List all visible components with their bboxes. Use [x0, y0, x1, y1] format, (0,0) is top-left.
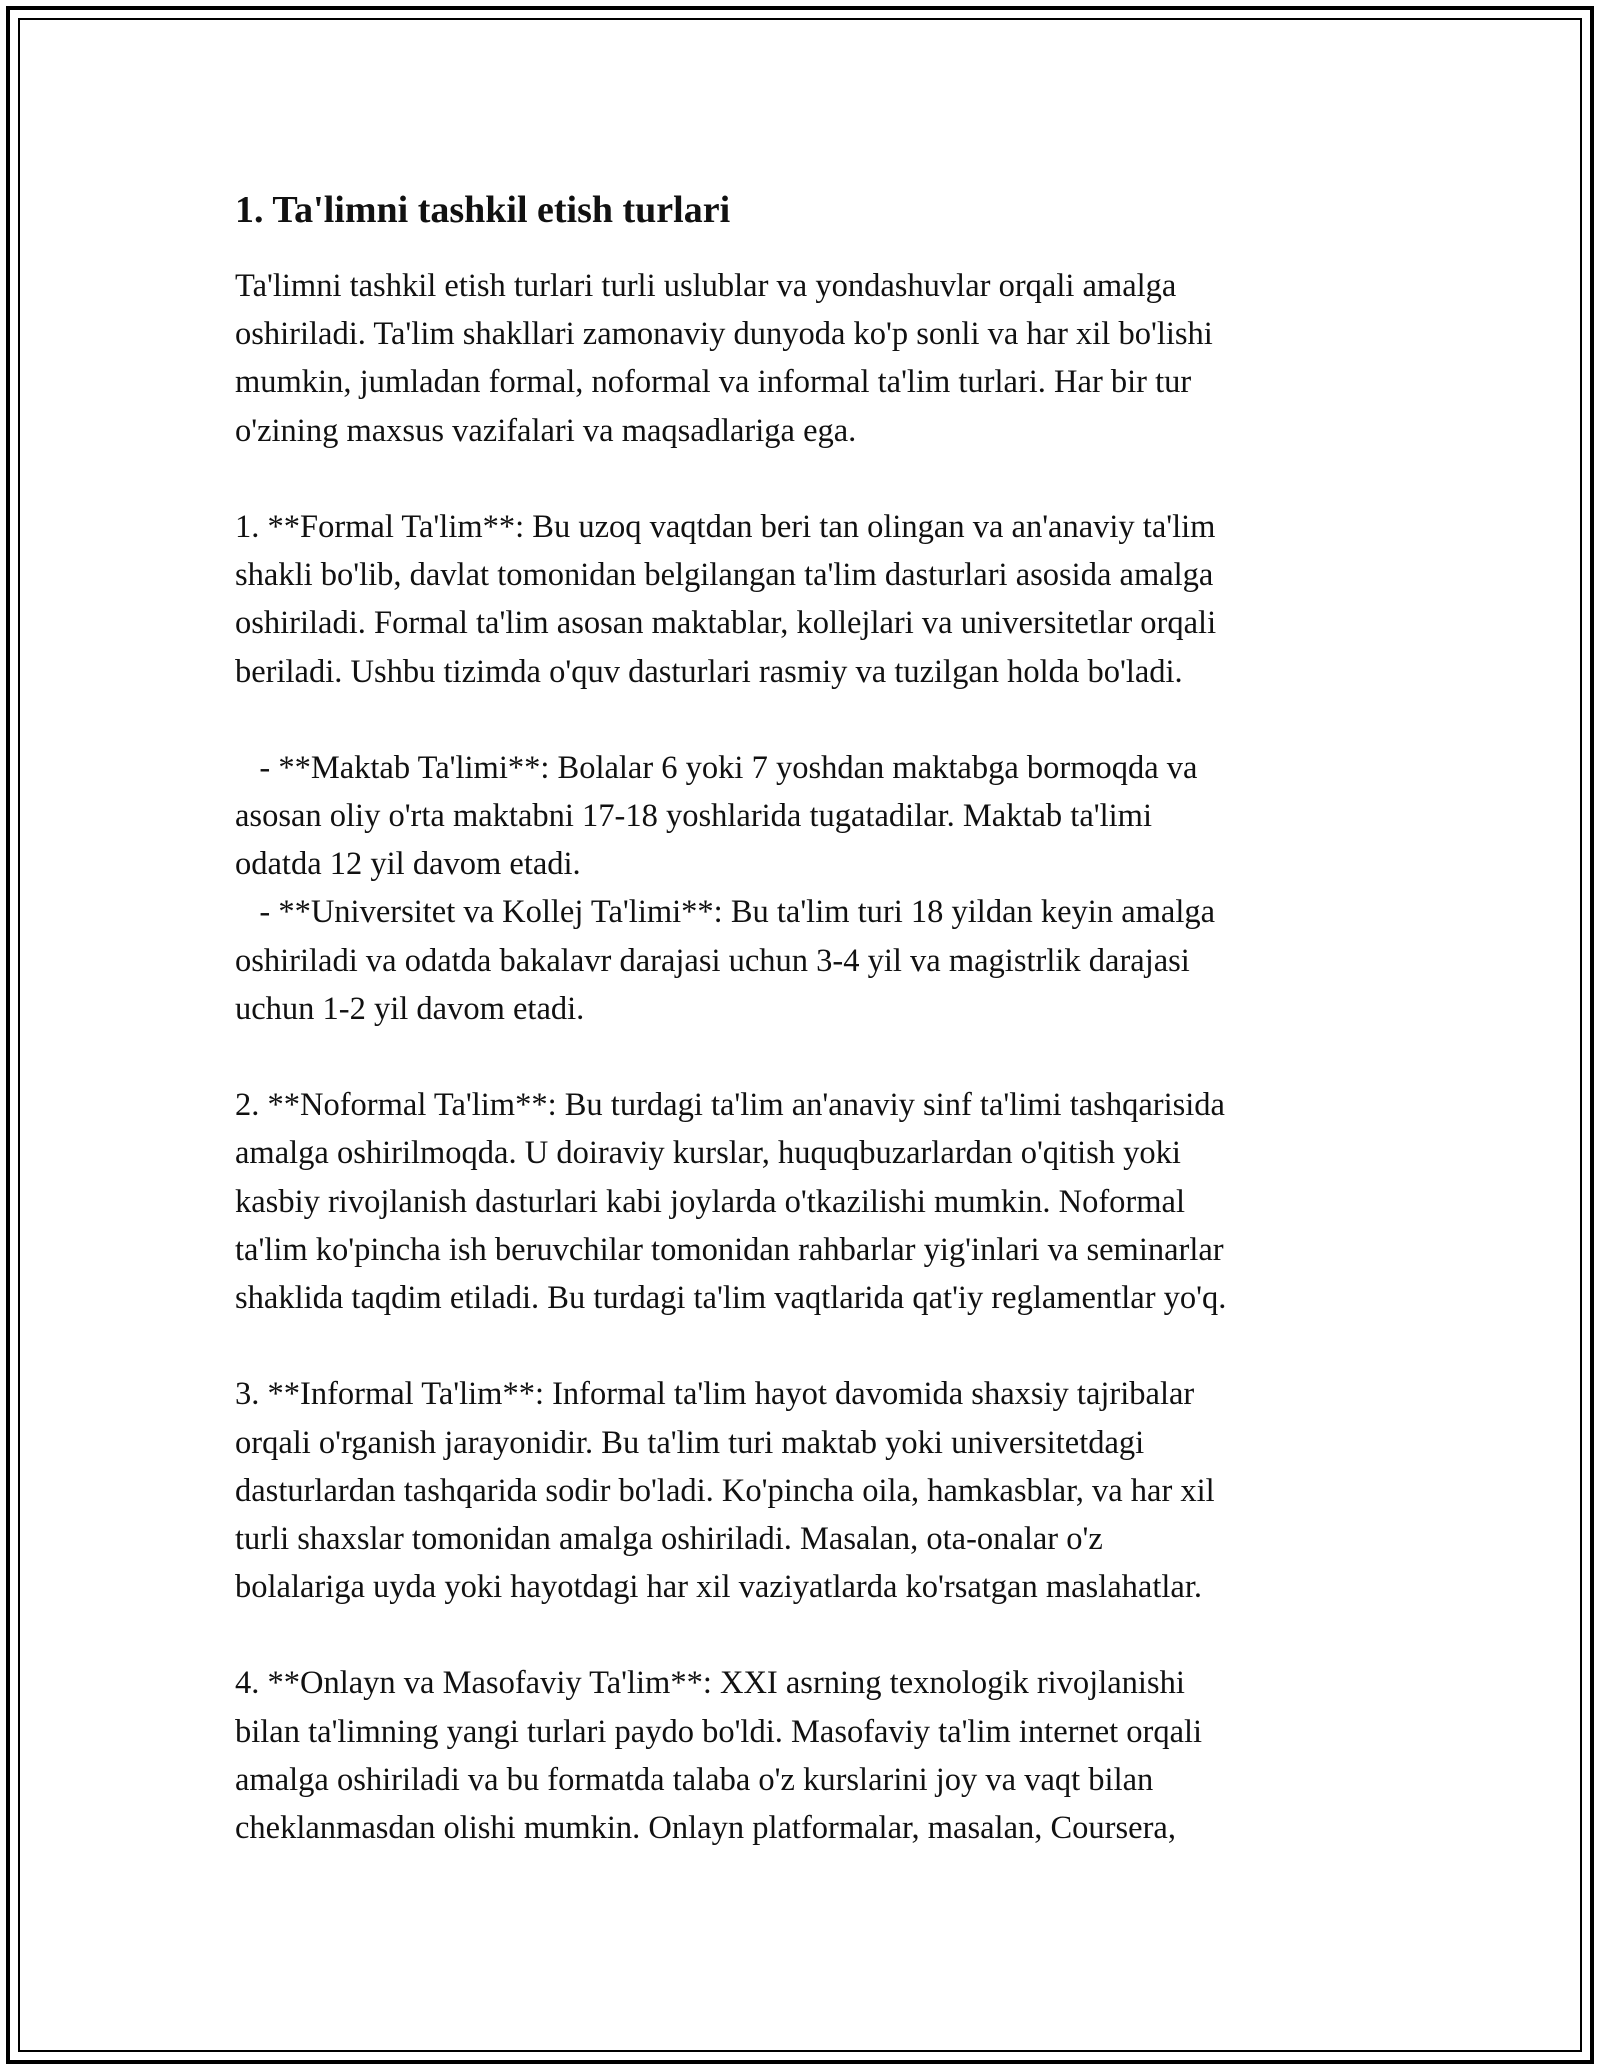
- text-line: kasbiy rivojlanish dasturlari kabi joylarda o'tkazilishi mumkin. Noformal: [235, 1183, 1185, 1220]
- paragraph-gap: [235, 696, 1370, 744]
- text-line: beriladi. Ushbu tizimda o'quv dasturlari rasmiy va tuzilgan holda bo'ladi.: [235, 653, 1183, 690]
- text-line: 3. **Informal Ta'lim**: Informal ta'lim hayot davomida shaxsiy tajribalar: [235, 1376, 1195, 1413]
- text-line: 2. **Noformal Ta'lim**: Bu turdagi ta'lim an'anaviy sinf ta'limi tashqarisida: [235, 1087, 1225, 1124]
- paragraph-formal: [235, 503, 1370, 696]
- paragraph-gap: [235, 1033, 1370, 1081]
- text-line: 1. **Formal Ta'lim**: Bu uzoq vaqtdan beri tan olingan va an'anaviy ta'lim: [235, 508, 1216, 545]
- document-body: [235, 186, 1370, 1852]
- text-line: orqali o'rganish jarayonidir. Bu ta'lim turi maktab yoki universitetdagi: [235, 1424, 1145, 1461]
- text-line: o'zining maxsus vazifalari va maqsadlariga ega.: [235, 412, 857, 449]
- text-line: bolalariga uyda yoki hayotdagi har xil vaziyatlarda ko'rsatgan maslahatlar.: [235, 1569, 1202, 1606]
- text-line: amalga oshirilmoqda. U doiraviy kurslar, huquqbuzarlardan o'qitish yoki: [235, 1135, 1181, 1172]
- text-line: shakli bo'lib, davlat tomonidan belgilangan ta'lim dasturlari asosida amalga: [235, 557, 1214, 594]
- text-line: Ta'limni tashkil etish turlari turli uslublar va yondashuvlar orqali amalga: [235, 268, 1177, 304]
- text-line: mumkin, jumladan formal, noformal va informal ta'lim turlari. Har bir tur: [235, 364, 1192, 401]
- text-line: amalga oshiriladi va bu formatda talaba o'z kurslarini joy va vaqt bilan: [235, 1761, 1154, 1798]
- paragraph-gap: [235, 1611, 1370, 1659]
- paragraph-gap: [235, 1322, 1370, 1370]
- paragraph-noformal: [235, 1081, 1370, 1322]
- text-line: dasturlardan tashqarida sodir bo'ladi. Ko'pincha oila, hamkasblar, va har xil: [235, 1472, 1215, 1509]
- text-line: ta'lim ko'pincha ish beruvchilar tomonidan rahbarlar yig'inlari va seminarlar: [235, 1231, 1224, 1268]
- text-line: odatda 12 yil davom etadi.: [235, 846, 581, 883]
- text-line: oshiriladi. Ta'lim shakllari zamonaviy dunyoda ko'p sonli va har xil bo'lishi: [235, 316, 1213, 353]
- page-title: 1. Ta'limni tashkil etish turlari: [235, 189, 731, 231]
- paragraph-gap: [235, 455, 1370, 503]
- text-line: oshiriladi. Formal ta'lim asosan maktablar, kollejlari va universitetlar orqali: [235, 605, 1217, 642]
- text-line: 4. **Onlayn va Masofaviy Ta'lim**: XXI asrning texnologik rivojlanishi: [235, 1665, 1185, 1702]
- text-line: asosan oliy o'rta maktabni 17-18 yoshlarida tugatadilar. Maktab ta'limi: [235, 798, 1152, 835]
- paragraph-intro: [235, 262, 1370, 455]
- text-line: cheklanmasdan olishi mumkin. Onlayn platformalar, masalan, Coursera,: [235, 1810, 1176, 1846]
- text-line: shaklida taqdim etiladi. Bu turdagi ta'lim vaqtlarida qat'iy reglamentlar yo'q.: [235, 1279, 1227, 1316]
- text-line: oshiriladi va odatda bakalavr darajasi uchun 3-4 yil va magistrlik darajasi: [235, 942, 1190, 979]
- text-line: turli shaxslar tomonidan amalga oshiriladi. Masalan, ota-onalar o'z: [235, 1520, 1103, 1557]
- text-line: bilan ta'limning yangi turlari paydo bo'ldi. Masofaviy ta'lim internet orqali: [235, 1713, 1203, 1750]
- paragraph-formal-subitems: [235, 744, 1370, 1033]
- paragraph-onlayn: [235, 1659, 1370, 1852]
- text-line: - **Universitet va Kollej Ta'limi**: Bu ta'lim turi 18 yildan keyin amalga: [235, 894, 1216, 931]
- paragraph-informal: [235, 1370, 1370, 1611]
- text-line: uchun 1-2 yil davom etadi.: [235, 990, 585, 1027]
- text-line: - **Maktab Ta'limi**: Bolalar 6 yoki 7 yoshdan maktabga bormoqda va: [235, 749, 1198, 786]
